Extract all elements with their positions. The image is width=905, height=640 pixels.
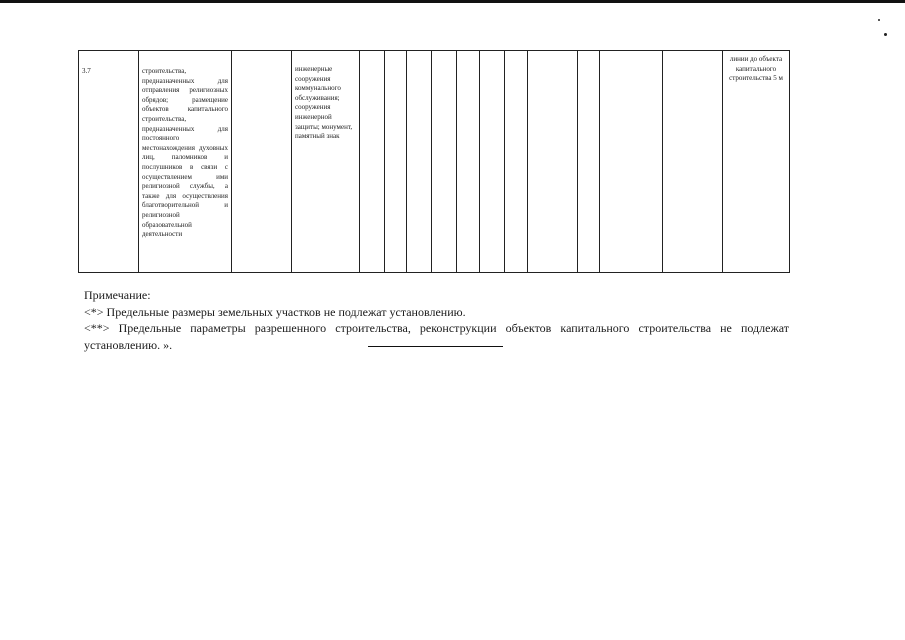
scan-speck bbox=[878, 19, 880, 21]
structures-cell: инженерные сооружения коммунального обслуживания; сооружения инженерной защиты; монумент, памятный знак bbox=[292, 51, 360, 273]
empty-cell bbox=[505, 51, 528, 273]
empty-cell bbox=[457, 51, 480, 273]
closing-rule bbox=[368, 346, 503, 347]
empty-cell bbox=[578, 51, 600, 273]
notes-section bbox=[84, 287, 789, 353]
empty-cell bbox=[360, 51, 385, 273]
table-row bbox=[79, 51, 790, 273]
distance-note-cell: линии до объекта капитального строительства 5 м bbox=[723, 51, 790, 273]
scan-speck bbox=[884, 33, 887, 36]
empty-cell bbox=[663, 51, 723, 273]
empty-cell bbox=[232, 51, 292, 273]
note-line-1: <*> Предельные размеры земельных участков не подлежат установлению. bbox=[84, 304, 466, 319]
empty-cell bbox=[600, 51, 663, 273]
empty-cell bbox=[432, 51, 457, 273]
empty-cell bbox=[407, 51, 432, 273]
empty-cell bbox=[480, 51, 505, 273]
scan-top-edge bbox=[0, 0, 905, 3]
code-cell: 3.7 bbox=[79, 51, 139, 273]
empty-cell bbox=[385, 51, 407, 273]
note-line-2-end: установлению. ». bbox=[84, 337, 173, 352]
document-table bbox=[78, 50, 790, 273]
empty-cell bbox=[528, 51, 578, 273]
note-line-2: <**> Предельные параметры разрешенного строительства, реконструкции объектов капитального строительства не подлежат bbox=[84, 321, 789, 335]
description-cell: строительства, предназначенных для отправления религиозных обрядов; размещение объектов капитального строительства, предназначенных для постоянного местонахождения духовных лиц, паломников и послушников в связи с осуществлением ими религиозной службы, а также для осуществления благотворительной и религиозной образовательной деятельности bbox=[139, 51, 232, 273]
notes-heading: Примечание: bbox=[84, 288, 151, 302]
